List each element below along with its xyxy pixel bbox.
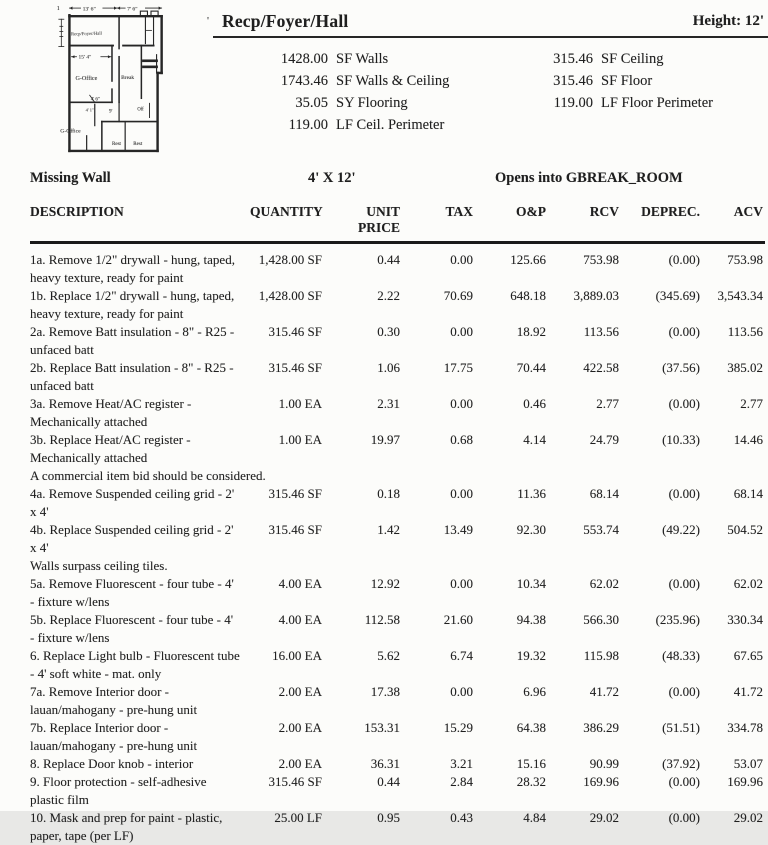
note-row: Walls surpass ceiling tiles. — [30, 558, 168, 573]
cell-acv: 334.78 — [727, 720, 763, 735]
cell-desc: 5a. Remove Fluorescent - four tube - 4' - fixture w/lens — [30, 576, 234, 609]
cell-unit_price: 0.18 — [377, 486, 400, 501]
sketch-dim-hall-b: 9' — [108, 108, 113, 115]
cell-qty: 315.46 SF — [268, 522, 322, 537]
measurement-value: 1428.00 — [280, 51, 328, 67]
scan-artifact-tick: ' — [207, 15, 209, 27]
cell-rcv: 566.30 — [583, 612, 619, 627]
measurement-value: 1743.46 — [280, 73, 328, 89]
cell-unit_price: 2.22 — [377, 288, 400, 303]
sketch-dim-hall-a: 4' 1" — [85, 107, 94, 113]
col-header-op: O&P — [516, 204, 546, 219]
measurement-label: LF Floor Perimeter — [601, 95, 713, 111]
cell-deprec: (37.92) — [662, 756, 700, 771]
cell-tax: 0.00 — [450, 252, 473, 267]
measurement-value: 315.46 — [553, 73, 593, 89]
cell-qty: 315.46 SF — [268, 360, 322, 375]
cell-unit_price: 12.92 — [370, 576, 400, 591]
cell-desc: 2a. Remove Batt insulation - 8" - R25 - unfaced batt — [30, 324, 235, 357]
note-row: A commercial item bid should be considered. — [30, 468, 266, 483]
cell-unit_price: 36.31 — [370, 756, 400, 771]
table-row — [30, 323, 765, 359]
cell-acv: 14.46 — [733, 432, 763, 447]
cell-rcv: 386.29 — [583, 720, 619, 735]
cell-op: 19.32 — [516, 648, 546, 663]
table-header-row — [30, 204, 765, 244]
cell-op: 11.36 — [517, 486, 546, 501]
cell-qty: 315.46 SF — [268, 324, 322, 339]
table-row — [30, 647, 765, 683]
cell-tax: 0.68 — [450, 432, 473, 447]
cell-op: 15.16 — [516, 756, 546, 771]
cell-op: 64.38 — [516, 720, 546, 735]
table-row — [30, 485, 765, 521]
table-row — [30, 287, 765, 323]
room-title: Recp/Foyer/Hall — [222, 11, 349, 31]
measurement-value: 35.05 — [295, 95, 328, 111]
sketch-dim-top-left: 13' 6" — [82, 6, 96, 13]
cell-qty: 1.00 EA — [278, 432, 322, 447]
cell-op: 28.32 — [516, 774, 546, 789]
measurement-row — [230, 92, 449, 114]
cell-acv: 385.02 — [727, 360, 763, 375]
cell-desc: 3b. Replace Heat/AC register - Mechanically attached — [30, 432, 191, 465]
col-header-quantity: QUANTITY — [250, 204, 323, 219]
cell-unit_price: 17.38 — [370, 684, 400, 699]
sketch-office-lower-label: G-Office — [60, 128, 81, 135]
cell-qty: 2.00 EA — [278, 756, 322, 771]
cell-op: 125.66 — [510, 252, 546, 267]
cell-acv: 753.98 — [727, 252, 763, 267]
col-header-rcv: RCV — [589, 204, 619, 219]
cell-rcv: 68.14 — [589, 486, 619, 501]
cell-desc: 2b. Replace Batt insulation - 8" - R25 - unfaced batt — [30, 360, 234, 393]
measurement-row — [230, 48, 449, 70]
cell-desc: 8. Replace Door knob - interior — [30, 756, 194, 771]
sketch-corridor-label: Recp/Foyer/Hall — [70, 31, 103, 38]
measurements-left — [230, 48, 449, 136]
cell-tax: 70.69 — [443, 288, 473, 303]
cell-op: 18.92 — [516, 324, 546, 339]
sketch-office-upper-label: G-Office — [75, 76, 98, 83]
cell-qty: 25.00 LF — [274, 810, 322, 825]
cell-unit_price: 5.62 — [377, 648, 400, 663]
cell-rcv: 169.96 — [583, 774, 619, 789]
sketch-dim-mid: 15' 4" — [78, 54, 92, 61]
table-row — [30, 521, 765, 557]
cell-desc: 6. Replace Light bulb - Fluorescent tube - 4' soft white - mat. only — [30, 648, 240, 681]
cell-rcv: 24.79 — [589, 432, 619, 447]
table-row — [30, 575, 765, 611]
cell-deprec: (10.33) — [662, 432, 700, 447]
cell-acv: 113.56 — [727, 324, 763, 339]
measurement-row — [505, 70, 713, 92]
cell-unit_price: 0.44 — [377, 774, 400, 789]
cell-deprec: (51.51) — [662, 720, 700, 735]
title-underline — [213, 36, 768, 38]
cell-desc: 9. Floor protection - self-adhesive plastic film — [30, 774, 207, 807]
cell-qty: 315.46 SF — [268, 774, 322, 789]
cell-acv: 62.02 — [733, 576, 763, 591]
cell-op: 10.34 — [516, 576, 546, 591]
cell-deprec: (0.00) — [668, 576, 700, 591]
cell-qty: 16.00 EA — [272, 648, 322, 663]
cell-tax: 17.75 — [443, 360, 473, 375]
measurement-label: SF Walls — [336, 51, 389, 67]
cell-qty: 2.00 EA — [278, 684, 322, 699]
sketch-off-label: Off — [137, 107, 144, 113]
measurement-label: SY Flooring — [336, 95, 408, 111]
cell-acv: 169.96 — [727, 774, 763, 789]
cell-acv: 3,543.34 — [717, 288, 763, 303]
table-row — [30, 809, 765, 845]
sketch-dim-door: 4' 6" — [90, 96, 100, 103]
cell-deprec: (49.22) — [662, 522, 700, 537]
cell-deprec: (235.96) — [655, 612, 700, 627]
cell-rcv: 422.58 — [583, 360, 619, 375]
cell-rcv: 753.98 — [583, 252, 619, 267]
sketch-rest-2-label: Rest — [133, 140, 143, 147]
cell-op: 4.84 — [523, 810, 546, 825]
cell-deprec: (0.00) — [668, 396, 700, 411]
missing-wall-size: 4' X 12' — [308, 170, 356, 186]
cell-acv: 29.02 — [733, 810, 763, 825]
measurement-label: SF Floor — [601, 73, 653, 89]
col-header-unit-price: UNIT PRICE — [357, 204, 400, 235]
table-row — [30, 719, 765, 755]
cell-unit_price: 0.44 — [377, 252, 400, 267]
col-header-description: DESCRIPTION — [30, 204, 124, 219]
cell-unit_price: 0.95 — [377, 810, 400, 825]
cell-unit_price: 0.30 — [377, 324, 400, 339]
cell-rcv: 29.02 — [589, 810, 619, 825]
measurement-value: 119.00 — [553, 95, 593, 111]
table-body — [30, 244, 765, 845]
cell-acv: 68.14 — [733, 486, 763, 501]
cell-tax: 0.00 — [450, 324, 473, 339]
cell-op: 0.46 — [523, 396, 546, 411]
cell-op: 648.18 — [510, 288, 546, 303]
cell-deprec: (0.00) — [668, 774, 700, 789]
cell-tax: 0.00 — [450, 486, 473, 501]
cell-tax: 0.00 — [450, 396, 473, 411]
col-header-deprec: DEPREC. — [641, 204, 700, 219]
sketch-dim-top-right: 7' 6" — [127, 6, 138, 13]
cell-deprec: (0.00) — [668, 684, 700, 699]
cell-unit_price: 2.31 — [377, 396, 400, 411]
measurement-row — [505, 48, 713, 70]
cell-qty: 1.00 EA — [278, 396, 322, 411]
cell-deprec: (48.33) — [662, 648, 700, 663]
sketch-rest-1-label: Rest — [111, 140, 121, 147]
table-row — [30, 431, 765, 467]
missing-wall-opens-into: Opens into GBREAK_ROOM — [495, 170, 683, 186]
measurement-value: 119.00 — [288, 117, 328, 133]
cell-tax: 3.21 — [450, 756, 473, 771]
cell-rcv: 3,889.03 — [573, 288, 619, 303]
cell-desc: 7a. Remove Interior door - lauan/mahogany - pre-hung unit — [30, 684, 198, 717]
cell-rcv: 115.98 — [583, 648, 619, 663]
cell-deprec: (37.56) — [662, 360, 700, 375]
cell-rcv: 2.77 — [596, 396, 619, 411]
measurement-label: SF Ceiling — [601, 51, 664, 67]
cell-qty: 315.46 SF — [268, 486, 322, 501]
cell-qty: 1,428.00 SF — [258, 252, 322, 267]
cell-tax: 2.84 — [450, 774, 473, 789]
cell-unit_price: 153.31 — [364, 720, 400, 735]
col-header-acv: ACV — [733, 204, 763, 219]
cell-tax: 0.43 — [450, 810, 473, 825]
table-row — [30, 251, 765, 287]
cell-desc: 1a. Remove 1/2" drywall - hung, taped, heavy texture, ready for paint — [30, 252, 235, 285]
cell-op: 94.38 — [516, 612, 546, 627]
cell-tax: 0.00 — [450, 576, 473, 591]
sketch-break-label: Break — [121, 75, 135, 82]
cell-rcv: 113.56 — [583, 324, 619, 339]
cell-rcv: 41.72 — [589, 684, 619, 699]
col-header-tax: TAX — [445, 204, 473, 219]
cell-rcv: 90.99 — [589, 756, 619, 771]
measurement-row — [505, 92, 713, 114]
table-row — [30, 359, 765, 395]
floorplan-sketch — [55, 2, 171, 154]
cell-acv: 67.65 — [733, 648, 763, 663]
table-row — [30, 683, 765, 719]
cell-deprec: (0.00) — [668, 324, 700, 339]
cell-op: 70.44 — [516, 360, 546, 375]
sketch-corner-mark: 1 — [56, 6, 60, 13]
cell-tax: 0.00 — [450, 684, 473, 699]
cell-unit_price: 1.42 — [377, 522, 400, 537]
cell-acv: 41.72 — [733, 684, 763, 699]
missing-wall-row — [0, 170, 768, 192]
cell-desc: 5b. Replace Fluorescent - four tube - 4' - fixture w/lens — [30, 612, 234, 645]
cell-qty: 4.00 EA — [278, 612, 322, 627]
cell-tax: 13.49 — [443, 522, 473, 537]
measurement-row — [230, 114, 449, 136]
cell-desc: 1b. Replace 1/2" drywall - hung, taped, heavy texture, ready for paint — [30, 288, 235, 321]
cell-op: 92.30 — [516, 522, 546, 537]
cell-rcv: 62.02 — [589, 576, 619, 591]
measurement-label: SF Walls & Ceiling — [336, 73, 450, 89]
cell-acv: 504.52 — [727, 522, 763, 537]
cell-deprec: (0.00) — [668, 486, 700, 501]
measurement-label: LF Ceil. Perimeter — [336, 117, 445, 133]
table-row — [30, 611, 765, 647]
cell-desc: 4b. Replace Suspended ceiling grid - 2' x 4' — [30, 522, 234, 555]
cell-tax: 21.60 — [443, 612, 473, 627]
line-items-table — [30, 204, 765, 845]
cell-op: 4.14 — [523, 432, 546, 447]
room-header-section — [0, 0, 768, 164]
cell-desc: 3a. Remove Heat/AC register - Mechanically attached — [30, 396, 192, 429]
missing-wall-label: Missing Wall — [30, 170, 111, 186]
cell-acv: 2.77 — [740, 396, 763, 411]
cell-deprec: (0.00) — [668, 810, 700, 825]
table-row — [30, 395, 765, 431]
cell-desc: 10. Mask and prep for paint - plastic, paper, tape (per LF) — [30, 810, 223, 843]
table-row — [30, 773, 765, 809]
measurements-right — [505, 48, 713, 114]
cell-deprec: (0.00) — [668, 252, 700, 267]
table-row — [30, 755, 765, 773]
cell-op: 6.96 — [523, 684, 546, 699]
measurement-row — [230, 70, 449, 92]
cell-qty: 4.00 EA — [278, 576, 322, 591]
measurement-value: 315.46 — [553, 51, 593, 67]
height-label: Height: 12' — [692, 13, 764, 29]
cell-unit_price: 1.06 — [377, 360, 400, 375]
cell-acv: 330.34 — [727, 612, 763, 627]
cell-rcv: 553.74 — [583, 522, 619, 537]
cell-unit_price: 19.97 — [370, 432, 400, 447]
cell-tax: 15.29 — [443, 720, 473, 735]
cell-deprec: (345.69) — [655, 288, 700, 303]
cell-unit_price: 112.58 — [364, 612, 400, 627]
cell-acv: 53.07 — [733, 756, 763, 771]
cell-desc: 4a. Remove Suspended ceiling grid - 2' x 4' — [30, 486, 235, 519]
cell-tax: 6.74 — [450, 648, 473, 663]
cell-qty: 1,428.00 SF — [258, 288, 322, 303]
cell-desc: 7b. Replace Interior door - lauan/mahogany - pre-hung unit — [30, 720, 198, 753]
cell-qty: 2.00 EA — [278, 720, 322, 735]
